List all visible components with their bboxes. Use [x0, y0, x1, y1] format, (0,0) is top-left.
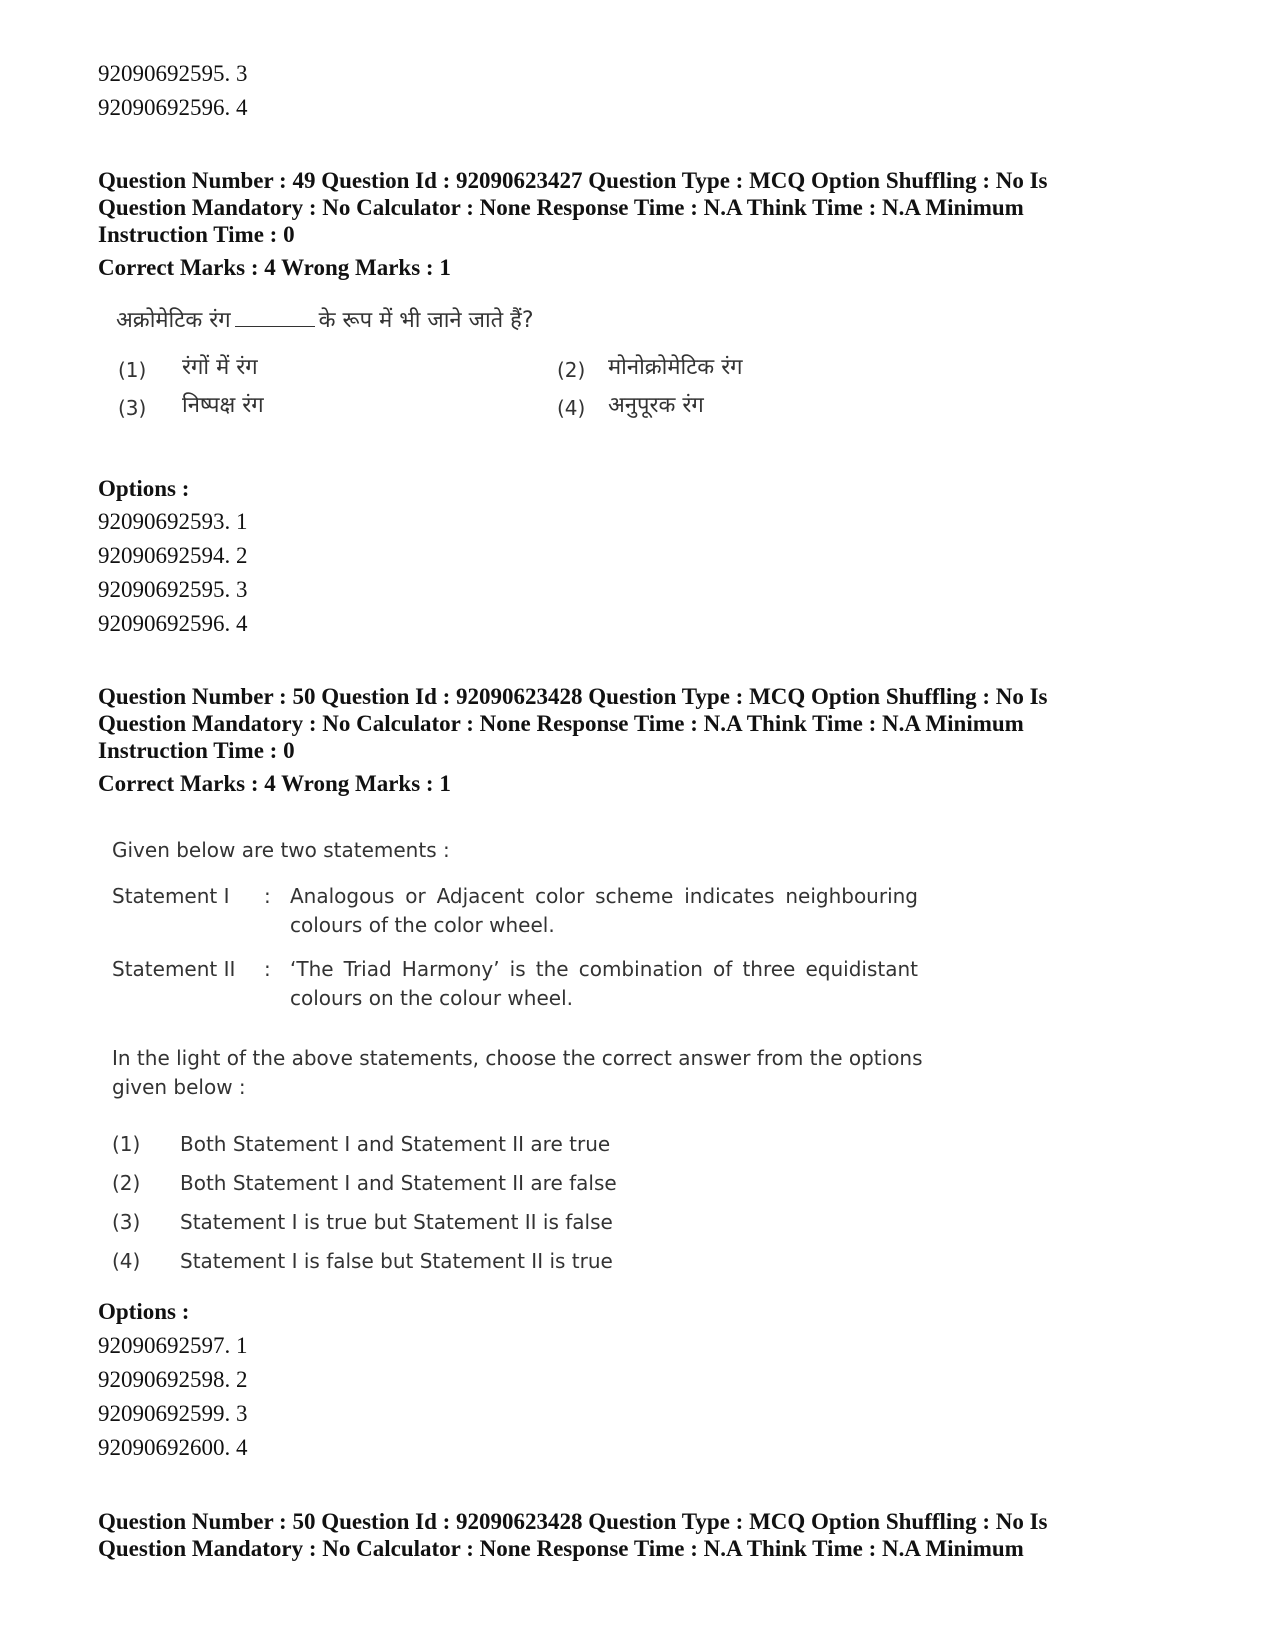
options-label: Options : — [98, 1299, 190, 1324]
option-line: 92090692593. 1 — [98, 509, 248, 534]
option-line: 92090692600. 4 — [98, 1435, 248, 1460]
marks-line: Correct Marks : 4 Wrong Marks : 1 — [98, 255, 451, 280]
question-header-line: Question Number : 49 Question Id : 92090623427 Question Type : MCQ Option Shuffling : No Is — [98, 168, 1048, 193]
question-text-before: अक्रोमेटिक रंग — [116, 308, 231, 333]
choice-number: (4) — [557, 396, 586, 420]
statement-colon: : — [264, 884, 271, 908]
choice-number: (2) — [557, 358, 586, 382]
question-header-line: Question Mandatory : No Calculator : None Response Time : N.A Think Time : N.A Minimum — [98, 711, 1024, 736]
statement-text-line: colours of the color wheel. — [290, 913, 555, 937]
question-prompt-line: In the light of the above statements, choose the correct answer from the options — [112, 1046, 923, 1070]
choice-text: निष्पक्ष रंग — [182, 393, 264, 418]
option-line: 92090692596. 4 — [98, 95, 248, 120]
question-header-line: Question Mandatory : No Calculator : None Response Time : N.A Think Time : N.A Minimum — [98, 195, 1024, 220]
question-intro: Given below are two statements : — [112, 838, 450, 862]
question-header-line: Question Number : 50 Question Id : 92090623428 Question Type : MCQ Option Shuffling : No Is — [98, 1509, 1048, 1534]
question-text-after: के रूप में भी जाने जाते हैं? — [318, 308, 534, 333]
option-line: 92090692596. 4 — [98, 611, 248, 636]
option-line: 92090692595. 3 — [98, 61, 248, 86]
choice-text: मोनोक्रोमेटिक रंग — [608, 355, 743, 380]
choice-number: (2) — [112, 1171, 141, 1195]
question-text — [116, 306, 534, 335]
choice-text: अनुपूरक रंग — [608, 393, 704, 418]
statement-text-line: ‘The Triad Harmony’ is the combination of three equidistant — [290, 957, 918, 981]
question-header-line: Instruction Time : 0 — [98, 738, 295, 763]
choice-number: (3) — [118, 396, 147, 420]
choice-text: Statement I is false but Statement II is true — [180, 1249, 613, 1273]
answer-blank — [235, 306, 315, 327]
choice-text: Both Statement I and Statement II are true — [180, 1132, 611, 1156]
option-line: 92090692594. 2 — [98, 543, 248, 568]
choice-text: Both Statement I and Statement II are false — [180, 1171, 617, 1195]
statement-label: Statement II — [112, 957, 236, 981]
options-label: Options : — [98, 476, 190, 501]
choice-number: (3) — [112, 1210, 141, 1234]
question-prompt-line: given below : — [112, 1075, 246, 1099]
statement-colon: : — [264, 957, 271, 981]
statement-label: Statement I — [112, 884, 230, 908]
question-header-line: Question Number : 50 Question Id : 92090623428 Question Type : MCQ Option Shuffling : No Is — [98, 684, 1048, 709]
choice-text: Statement I is true but Statement II is false — [180, 1210, 613, 1234]
choice-number: (1) — [118, 358, 147, 382]
choice-text: रंगों में रंग — [182, 355, 258, 380]
marks-line: Correct Marks : 4 Wrong Marks : 1 — [98, 771, 451, 796]
statement-text-line: colours on the colour wheel. — [290, 986, 573, 1010]
question-header-line: Question Mandatory : No Calculator : None Response Time : N.A Think Time : N.A Minimum — [98, 1536, 1024, 1561]
option-line: 92090692599. 3 — [98, 1401, 248, 1426]
option-line: 92090692598. 2 — [98, 1367, 248, 1392]
choice-number: (1) — [112, 1132, 141, 1156]
statement-text-line: Analogous or Adjacent color scheme indicates neighbouring — [290, 884, 918, 908]
option-line: 92090692597. 1 — [98, 1333, 248, 1358]
question-header-line: Instruction Time : 0 — [98, 222, 295, 247]
choice-number: (4) — [112, 1249, 141, 1273]
option-line: 92090692595. 3 — [98, 577, 248, 602]
